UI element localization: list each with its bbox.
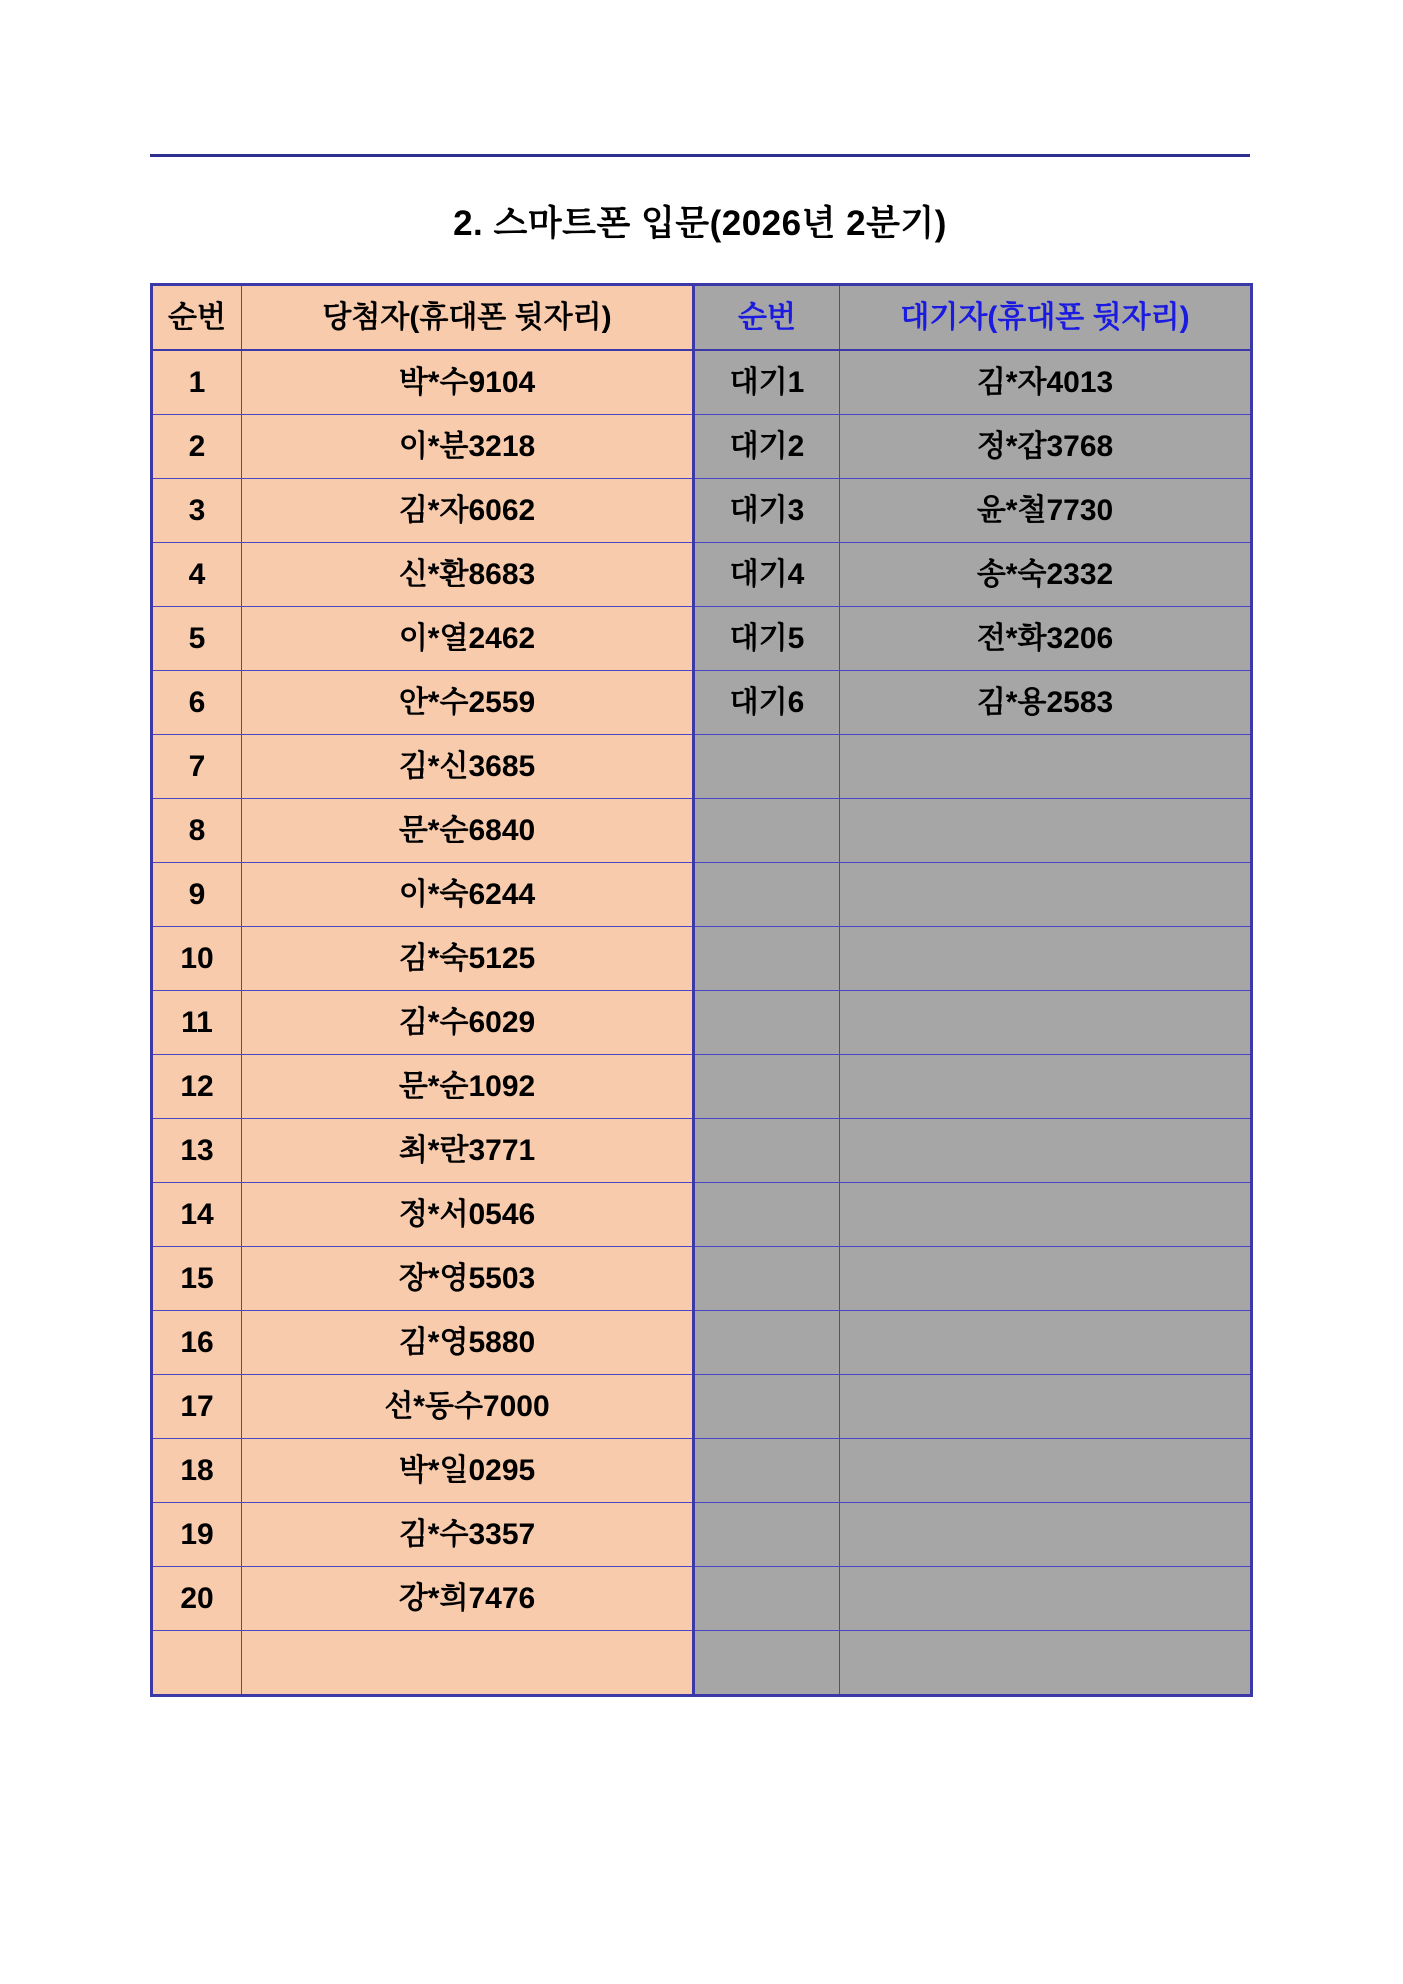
wait-name: 송*숙2332 <box>840 543 1252 607</box>
wait-no: 대기6 <box>694 671 840 735</box>
wait-name <box>840 1503 1252 1567</box>
wait-no <box>694 1119 840 1183</box>
winner-no: 9 <box>152 863 242 927</box>
wait-name: 김*용2583 <box>840 671 1252 735</box>
page-title: 2. 스마트폰 입문(2026년 2분기) <box>453 204 947 243</box>
wait-name: 정*갑3768 <box>840 415 1252 479</box>
winner-name: 김*숙5125 <box>242 927 694 991</box>
winner-no: 13 <box>152 1119 242 1183</box>
wait-no: 대기1 <box>694 350 840 415</box>
wait-no <box>694 1375 840 1439</box>
winner-no: 3 <box>152 479 242 543</box>
wait-name: 전*화3206 <box>840 607 1252 671</box>
table-row <box>152 479 1252 543</box>
wait-name <box>840 1439 1252 1503</box>
winner-no: 12 <box>152 1055 242 1119</box>
wait-name <box>840 991 1252 1055</box>
winner-name: 김*수6029 <box>242 991 694 1055</box>
winner-name: 이*숙6244 <box>242 863 694 927</box>
table-row <box>152 1631 1252 1696</box>
table-row <box>152 671 1252 735</box>
wait-name <box>840 1055 1252 1119</box>
winner-name: 안*수2559 <box>242 671 694 735</box>
wait-no <box>694 991 840 1055</box>
wait-name <box>840 799 1252 863</box>
wait-no <box>694 1567 840 1631</box>
wait-name <box>840 1311 1252 1375</box>
table-row <box>152 350 1252 415</box>
wait-name <box>840 1375 1252 1439</box>
winner-no: 16 <box>152 1311 242 1375</box>
wait-name: 김*자4013 <box>840 350 1252 415</box>
lottery-table-container <box>150 283 1250 1697</box>
table-row <box>152 1183 1252 1247</box>
wait-name: 윤*철7730 <box>840 479 1252 543</box>
column-header-wait-name: 대기자(휴대폰 뒷자리) <box>840 285 1252 351</box>
winner-no: 14 <box>152 1183 242 1247</box>
winner-name: 김*자6062 <box>242 479 694 543</box>
winner-name: 문*순1092 <box>242 1055 694 1119</box>
table-row <box>152 1247 1252 1311</box>
table-header-row <box>152 285 1252 351</box>
winner-no: 10 <box>152 927 242 991</box>
winner-no: 20 <box>152 1567 242 1631</box>
wait-name <box>840 1567 1252 1631</box>
winner-no: 1 <box>152 350 242 415</box>
table-row <box>152 1375 1252 1439</box>
winner-name: 김*신3685 <box>242 735 694 799</box>
lottery-table <box>150 283 1253 1697</box>
winner-name: 김*영5880 <box>242 1311 694 1375</box>
wait-no: 대기3 <box>694 479 840 543</box>
winner-no: 19 <box>152 1503 242 1567</box>
table-row <box>152 1439 1252 1503</box>
table-row <box>152 799 1252 863</box>
winner-name: 선*동수7000 <box>242 1375 694 1439</box>
winner-name: 장*영5503 <box>242 1247 694 1311</box>
table-row <box>152 735 1252 799</box>
wait-no <box>694 1183 840 1247</box>
table-row <box>152 607 1252 671</box>
column-header-wait-no: 순번 <box>694 285 840 351</box>
table-row <box>152 927 1252 991</box>
header-divider <box>150 154 1250 157</box>
wait-no <box>694 1247 840 1311</box>
wait-no <box>694 1055 840 1119</box>
winner-name: 박*일0295 <box>242 1439 694 1503</box>
wait-name <box>840 1247 1252 1311</box>
winner-name <box>242 1631 694 1696</box>
wait-no: 대기2 <box>694 415 840 479</box>
table-row <box>152 1567 1252 1631</box>
table-row <box>152 991 1252 1055</box>
winner-no: 6 <box>152 671 242 735</box>
wait-name <box>840 735 1252 799</box>
wait-no <box>694 1503 840 1567</box>
winner-name: 강*희7476 <box>242 1567 694 1631</box>
winner-name: 이*열2462 <box>242 607 694 671</box>
winner-no <box>152 1631 242 1696</box>
wait-no <box>694 927 840 991</box>
winner-no: 15 <box>152 1247 242 1311</box>
table-row <box>152 415 1252 479</box>
winner-name: 이*분3218 <box>242 415 694 479</box>
winner-no: 17 <box>152 1375 242 1439</box>
column-header-winner-no: 순번 <box>152 285 242 351</box>
winner-no: 7 <box>152 735 242 799</box>
wait-no: 대기5 <box>694 607 840 671</box>
wait-name <box>840 1631 1252 1696</box>
wait-no <box>694 1311 840 1375</box>
winner-name: 신*환8683 <box>242 543 694 607</box>
winner-name: 문*순6840 <box>242 799 694 863</box>
winner-name: 최*란3771 <box>242 1119 694 1183</box>
winner-name: 김*수3357 <box>242 1503 694 1567</box>
table-row <box>152 1055 1252 1119</box>
wait-no <box>694 1631 840 1696</box>
winner-no: 11 <box>152 991 242 1055</box>
wait-no <box>694 863 840 927</box>
wait-no <box>694 799 840 863</box>
wait-name <box>840 1183 1252 1247</box>
winner-no: 18 <box>152 1439 242 1503</box>
table-row <box>152 863 1252 927</box>
wait-name <box>840 1119 1252 1183</box>
winner-no: 4 <box>152 543 242 607</box>
winner-name: 정*서0546 <box>242 1183 694 1247</box>
wait-no: 대기4 <box>694 543 840 607</box>
wait-no <box>694 1439 840 1503</box>
wait-name <box>840 927 1252 991</box>
table-body <box>152 350 1252 1696</box>
wait-name <box>840 863 1252 927</box>
winner-no: 5 <box>152 607 242 671</box>
table-row <box>152 1311 1252 1375</box>
wait-no <box>694 735 840 799</box>
table-row <box>152 1119 1252 1183</box>
table-row <box>152 1503 1252 1567</box>
table-row <box>152 543 1252 607</box>
column-header-winner-name: 당첨자(휴대폰 뒷자리) <box>242 285 694 351</box>
winner-no: 8 <box>152 799 242 863</box>
winner-no: 2 <box>152 415 242 479</box>
winner-name: 박*수9104 <box>242 350 694 415</box>
